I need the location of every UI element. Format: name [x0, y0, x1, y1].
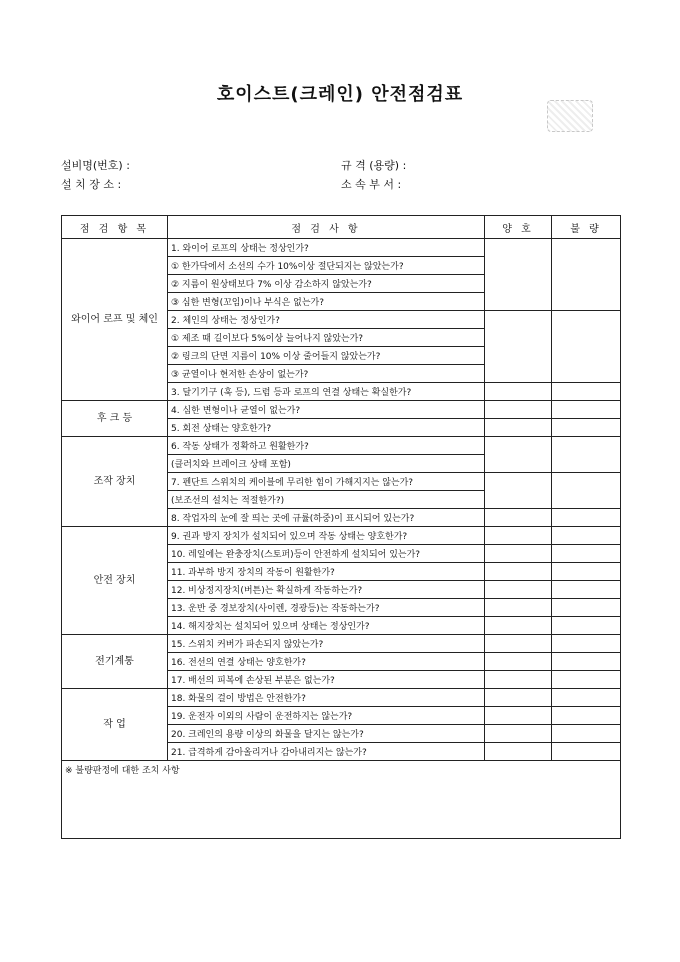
header-bad: 불 량: [552, 216, 621, 239]
check-item: ② 링크의 단면 지름이 10% 이상 줄어들지 않았는가?: [168, 347, 485, 365]
bad-check-cell[interactable]: [552, 293, 621, 311]
check-item: (보조선의 설치는 적절한가?): [168, 491, 485, 509]
good-check-cell[interactable]: [485, 347, 552, 365]
check-item: ② 지름이 원상태보다 7% 이상 감소하지 않았는가?: [168, 275, 485, 293]
table-row: [62, 527, 621, 545]
check-item: 21. 급격하게 감아올리거나 감아내리지는 않는가?: [168, 743, 485, 761]
header-good: 양 호: [485, 216, 552, 239]
table-row: [62, 635, 621, 653]
check-item: ③ 심한 변형(꼬임)이나 부식은 없는가?: [168, 293, 485, 311]
good-check-cell[interactable]: [485, 455, 552, 473]
good-check-cell[interactable]: [485, 635, 552, 653]
good-check-cell[interactable]: [485, 563, 552, 581]
bad-check-cell[interactable]: [552, 311, 621, 329]
bad-check-cell[interactable]: [552, 401, 621, 419]
good-check-cell[interactable]: [485, 617, 552, 635]
bad-check-cell[interactable]: [552, 437, 621, 455]
bad-check-cell[interactable]: [552, 239, 621, 257]
bad-check-cell[interactable]: [552, 743, 621, 761]
check-item: ① 한가닥에서 소선의 수가 10%이상 절단되지는 않았는가?: [168, 257, 485, 275]
category-cell: 후 크 등: [62, 401, 168, 437]
category-cell: 와이어 로프 및 체인: [62, 239, 168, 401]
good-check-cell[interactable]: [485, 437, 552, 455]
table-row: [62, 401, 621, 419]
check-item: 10. 레일에는 완충장치(스토퍼)등이 안전하게 설치되어 있는가?: [168, 545, 485, 563]
header-category: 점 검 항 목: [62, 216, 168, 239]
category-cell: 안전 장치: [62, 527, 168, 635]
bad-check-cell[interactable]: [552, 509, 621, 527]
stamp-mark: [547, 100, 593, 132]
bad-check-cell[interactable]: [552, 653, 621, 671]
inspection-table: [61, 215, 621, 839]
category-cell: 조작 장치: [62, 437, 168, 527]
check-item: ① 제조 때 길이보다 5%이상 늘어나지 않았는가?: [168, 329, 485, 347]
check-item: 11. 과부하 방지 장치의 작동이 원활한가?: [168, 563, 485, 581]
header-items: 점 검 사 항: [168, 216, 485, 239]
bad-check-cell[interactable]: [552, 599, 621, 617]
check-item: 9. 권과 방지 장치가 설치되어 있으며 작동 상태는 양호한가?: [168, 527, 485, 545]
bad-check-cell[interactable]: [552, 419, 621, 437]
good-check-cell[interactable]: [485, 581, 552, 599]
check-item: 15. 스위치 커버가 파손되지 않았는가?: [168, 635, 485, 653]
bad-check-cell[interactable]: [552, 689, 621, 707]
good-check-cell[interactable]: [485, 545, 552, 563]
bad-check-cell[interactable]: [552, 491, 621, 509]
check-item: 20. 크레인의 용량 이상의 화물을 달지는 않는가?: [168, 725, 485, 743]
equipment-label: 설비명(번호) :: [61, 159, 130, 172]
good-check-cell[interactable]: [485, 725, 552, 743]
good-check-cell[interactable]: [485, 365, 552, 383]
department-label: 소 속 부 서 :: [341, 178, 402, 191]
table-row: [62, 689, 621, 707]
good-check-cell[interactable]: [485, 275, 552, 293]
bad-check-cell[interactable]: [552, 707, 621, 725]
check-item: 18. 화물의 걸이 방법은 안전한가?: [168, 689, 485, 707]
good-check-cell[interactable]: [485, 491, 552, 509]
good-check-cell[interactable]: [485, 743, 552, 761]
bad-check-cell[interactable]: [552, 725, 621, 743]
bad-check-cell[interactable]: [552, 635, 621, 653]
good-check-cell[interactable]: [485, 473, 552, 491]
bad-check-cell[interactable]: [552, 545, 621, 563]
bad-check-cell[interactable]: [552, 617, 621, 635]
good-check-cell[interactable]: [485, 509, 552, 527]
note-text: ※ 불량판정에 대한 조치 사항: [62, 761, 621, 839]
bad-check-cell[interactable]: [552, 563, 621, 581]
good-check-cell[interactable]: [485, 671, 552, 689]
check-item: 14. 해지장치는 설치되어 있으며 상태는 정상인가?: [168, 617, 485, 635]
bad-check-cell[interactable]: [552, 257, 621, 275]
bad-check-cell[interactable]: [552, 365, 621, 383]
check-item: 5. 회전 상태는 양호한가?: [168, 419, 485, 437]
table-row: [62, 239, 621, 257]
bad-check-cell[interactable]: [552, 329, 621, 347]
check-item: 1. 와이어 로프의 상태는 정상인가?: [168, 239, 485, 257]
note-row: [62, 761, 621, 839]
location-label: 설 치 장 소 :: [61, 178, 122, 191]
good-check-cell[interactable]: [485, 599, 552, 617]
category-cell: 전기계통: [62, 635, 168, 689]
table-row: [62, 437, 621, 455]
bad-check-cell[interactable]: [552, 455, 621, 473]
check-item: 4. 심한 변형이나 균열이 없는가?: [168, 401, 485, 419]
check-item: 19. 운전자 이외의 사람이 운전하지는 않는가?: [168, 707, 485, 725]
spec-label: 규 격 (용량) :: [341, 159, 407, 172]
good-check-cell[interactable]: [485, 707, 552, 725]
check-item: 8. 작업자의 눈에 잘 띄는 곳에 규률(하중)이 표시되어 있는가?: [168, 509, 485, 527]
good-check-cell[interactable]: [485, 257, 552, 275]
good-check-cell[interactable]: [485, 419, 552, 437]
check-item: 2. 체인의 상태는 정상인가?: [168, 311, 485, 329]
good-check-cell[interactable]: [485, 239, 552, 257]
good-check-cell[interactable]: [485, 401, 552, 419]
check-item: 17. 배선의 피복에 손상된 부분은 없는가?: [168, 671, 485, 689]
check-item: 13. 운반 중 경보장치(사이렌, 경광등)는 작동하는가?: [168, 599, 485, 617]
category-cell: 작 업: [62, 689, 168, 761]
page-title: 호이스트(크레인) 안전점검표: [216, 84, 464, 105]
good-check-cell[interactable]: [485, 653, 552, 671]
check-item: 12. 비상정지장치(버튼)는 확실하게 작동하는가?: [168, 581, 485, 599]
bad-check-cell[interactable]: [552, 671, 621, 689]
check-item: 16. 전선의 연결 상태는 양호한가?: [168, 653, 485, 671]
good-check-cell[interactable]: [485, 527, 552, 545]
bad-check-cell[interactable]: [552, 473, 621, 491]
check-item: 6. 작동 상태가 정확하고 원활한가?: [168, 437, 485, 455]
bad-check-cell[interactable]: [552, 383, 621, 401]
bad-check-cell[interactable]: [552, 275, 621, 293]
bad-check-cell[interactable]: [552, 527, 621, 545]
good-check-cell[interactable]: [485, 329, 552, 347]
check-item: ③ 균열이나 현저한 손상이 없는가?: [168, 365, 485, 383]
bad-check-cell[interactable]: [552, 581, 621, 599]
table-header-row: [62, 216, 621, 239]
check-item: 7. 펜단트 스위치의 케이블에 무리한 힘이 가해지지는 않는가?: [168, 473, 485, 491]
good-check-cell[interactable]: [485, 293, 552, 311]
good-check-cell[interactable]: [485, 383, 552, 401]
good-check-cell[interactable]: [485, 311, 552, 329]
check-item: 3. 달기기구 (훅 등), 드럼 등과 로프의 연결 상태는 확실한가?: [168, 383, 485, 401]
check-item: (클러치와 브레이크 상태 포함): [168, 455, 485, 473]
bad-check-cell[interactable]: [552, 347, 621, 365]
good-check-cell[interactable]: [485, 689, 552, 707]
